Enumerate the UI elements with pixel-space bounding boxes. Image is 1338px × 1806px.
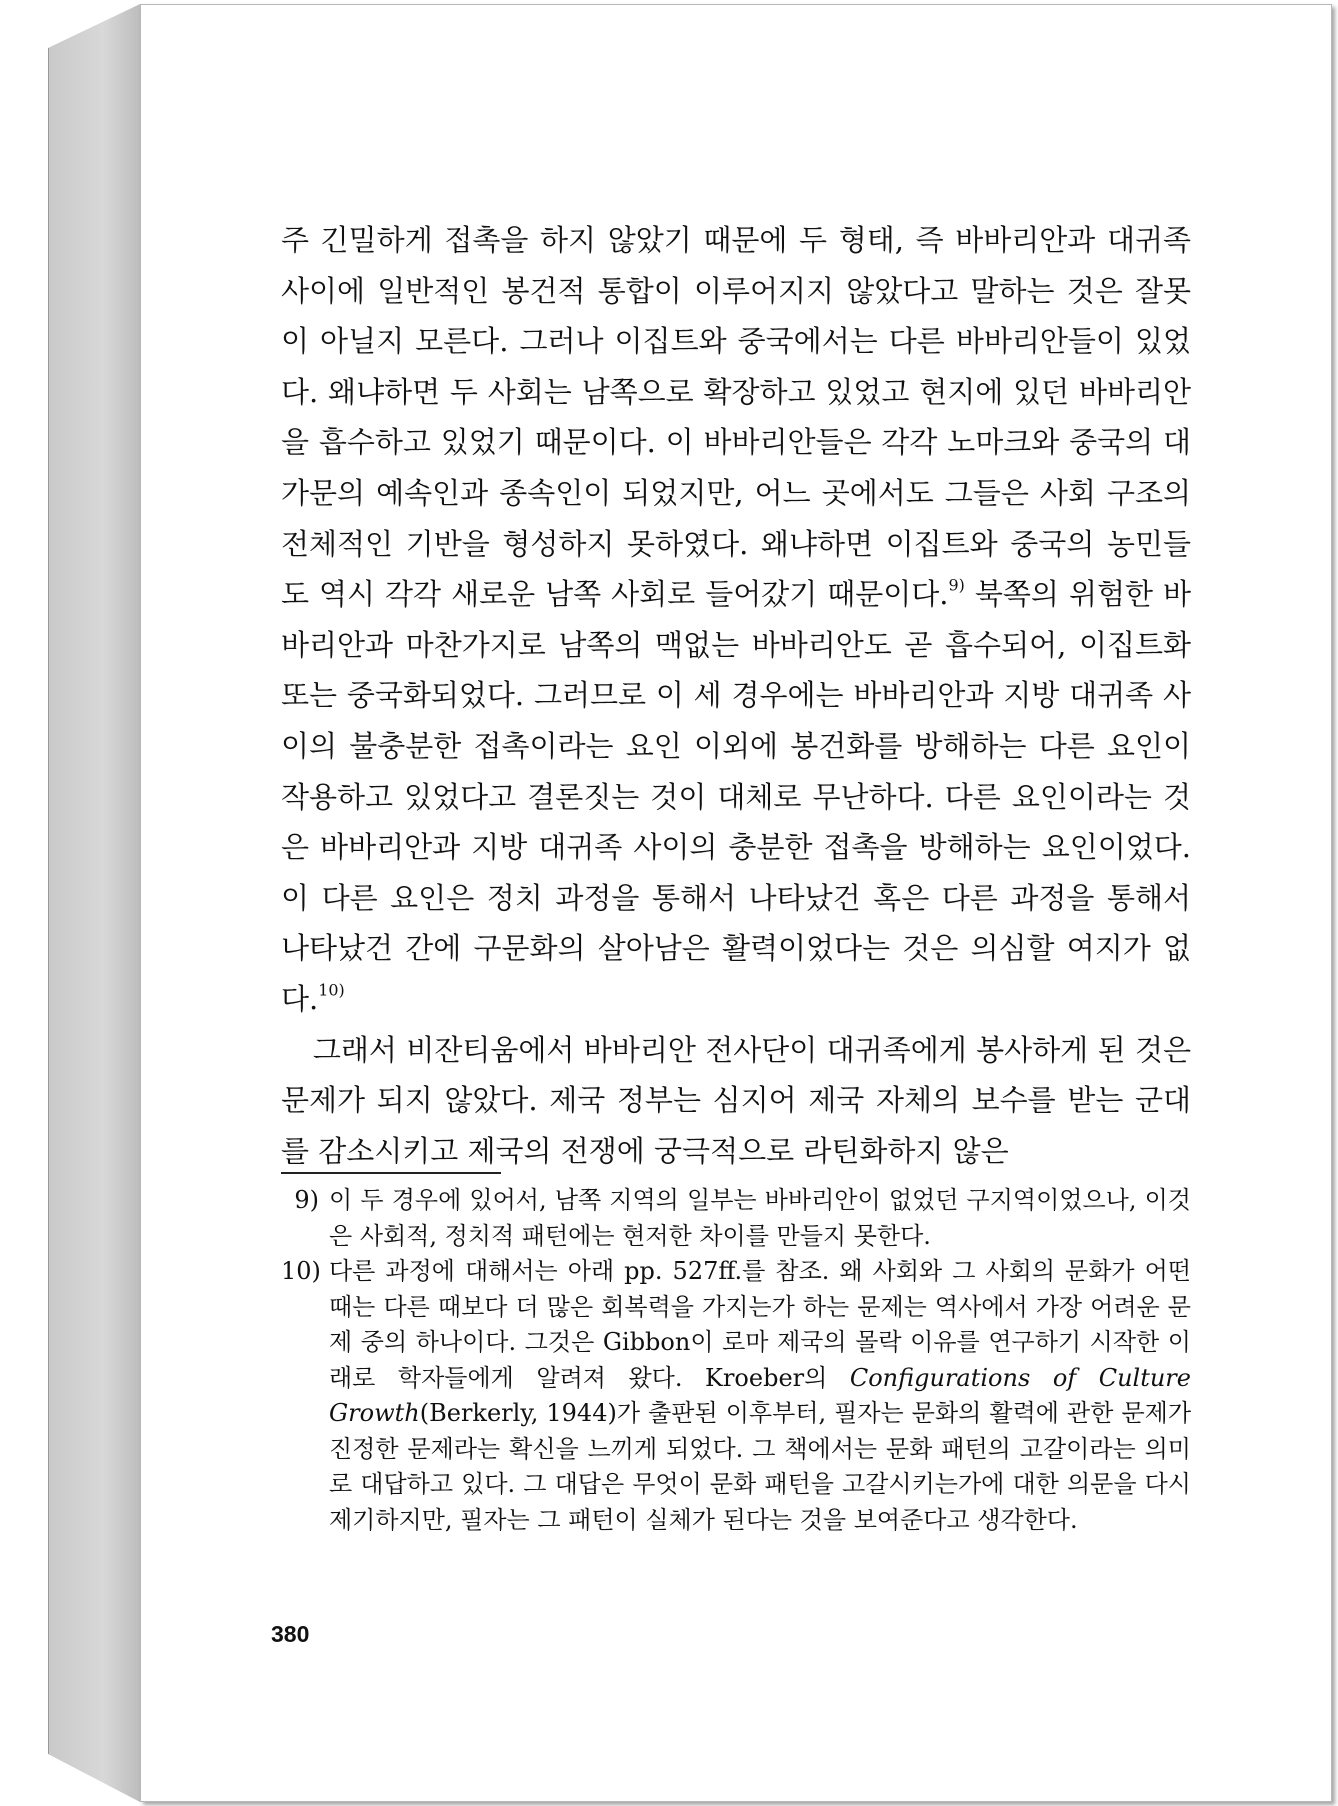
footnote-number: 10) bbox=[281, 1257, 321, 1285]
footnotes bbox=[281, 1183, 1191, 1538]
footnote-9 bbox=[281, 1183, 1191, 1254]
body-paragraph-3: 그래서 비잔티움에서 바바리안 전사단이 대귀족에게 봉사하게 된 것은 문제가 되지 않았다. 제국 정부는 심지어 제국 자체의 보수를 받는 군대를 감소시키고 제국의 전쟁에 궁극적으로 라틴화하지 않은 bbox=[281, 1032, 1191, 1168]
book-title-italic: Configurations of Culture Growth bbox=[329, 1363, 1191, 1427]
body-paragraph bbox=[281, 215, 1191, 1025]
footnote-number: 9) bbox=[294, 1186, 319, 1214]
body-text bbox=[281, 215, 1191, 1176]
footnote-text: 이 두 경우에 있어서, 남쪽 지역의 일부는 바바리안이 없었던 구지역이었으나, 이것은 사회적, 정치적 패턴에는 현저한 차이를 만들지 못한다. bbox=[329, 1186, 1191, 1250]
footnote-ref-10: 10) bbox=[318, 980, 345, 1000]
footnote-text bbox=[329, 1254, 1191, 1538]
book-edge-line bbox=[48, 48, 49, 1754]
book-page bbox=[140, 4, 1332, 1802]
page-number: 380 bbox=[271, 1621, 310, 1647]
footnote-text-part-1: 다른 과정에 대해서는 아래 pp. 527ff.를 참조. 왜 사회와 그 사회의 문화가 어떤 때는 다른 때보다 더 많은 회복력을 가지는가 하는 문제는 역사에서 가장 어려운 문제 중의 하나이다. 그것은 Gibbon이 로마 제국의 몰락 이유를 연구하기 시작한 이래로 학자들에게 알려져 왔다. Kroeber의 bbox=[329, 1257, 1191, 1392]
body-paragraph-1: 주 긴밀하게 접촉을 하지 않았기 때문에 두 형태, 즉 바바리안과 대귀족 사이에 일반적인 봉건적 통합이 이루어지지 않았다고 말하는 것은 잘못이 아닐지 모른다. 그러나 이집트와 중국에서는 다른 바바리안들이 있었다. 왜냐하면 두 사회는 남쪽으로 확장하고 있었고 현지에 있던 바바리안을 흡수하고 있었기 때문이다. 이 바바리안들은 각각 노마크와 중국의 대가문의 예속인과 종속인이 되었지만, 어느 곳에서도 그들은 사회 구조의 전체적인 기반을 형성하지 못하였다. 왜냐하면 이집트와 중국의 농민들도 역시 각각 새로운 남쪽 사회로 들어갔기 때문이다. bbox=[281, 223, 1191, 612]
footnote-10 bbox=[281, 1254, 1191, 1538]
book-spine-edge bbox=[48, 4, 140, 1802]
footnote-text-part-2: (Berkerly, 1944)가 출판된 이후부터, 필자는 문화의 활력에 관한 문제가 진정한 문제라는 확신을 느끼게 되었다. 그 책에서는 문화 패턴의 고갈이라는 의미로 대답하고 있다. 그 대답은 무엇이 문화 패턴을 고갈시키는가에 대한 의문을 다시 제기하지만, 필자는 그 패턴이 실체가 된다는 것을 보여준다고 생각한다. bbox=[329, 1399, 1191, 1534]
footnote-ref-9: 9) bbox=[948, 575, 965, 595]
footnote-divider bbox=[281, 1172, 501, 1174]
body-paragraph-2: 북쪽의 위험한 바바리안과 마찬가지로 남쪽의 맥없는 바바리안도 곧 흡수되어, 이집트화 또는 중국화되었다. 그러므로 이 세 경우에는 바바리안과 지방 대귀족 사이의 불충분한 접촉이라는 요인 이외에 봉건화를 방해하는 다른 요인이 작용하고 있었다고 결론짓는 것이 대체로 무난하다. 다른 요인이라는 것은 바바리안과 지방 대귀족 사이의 충분한 접촉을 방해하는 요인이었다. 이 다른 요인은 정치 과정을 통해서 나타났건 혹은 다른 과정을 통해서 나타났건 간에 구문화의 살아남은 활력이었다는 것은 의심할 여지가 없다. bbox=[281, 577, 1192, 1016]
